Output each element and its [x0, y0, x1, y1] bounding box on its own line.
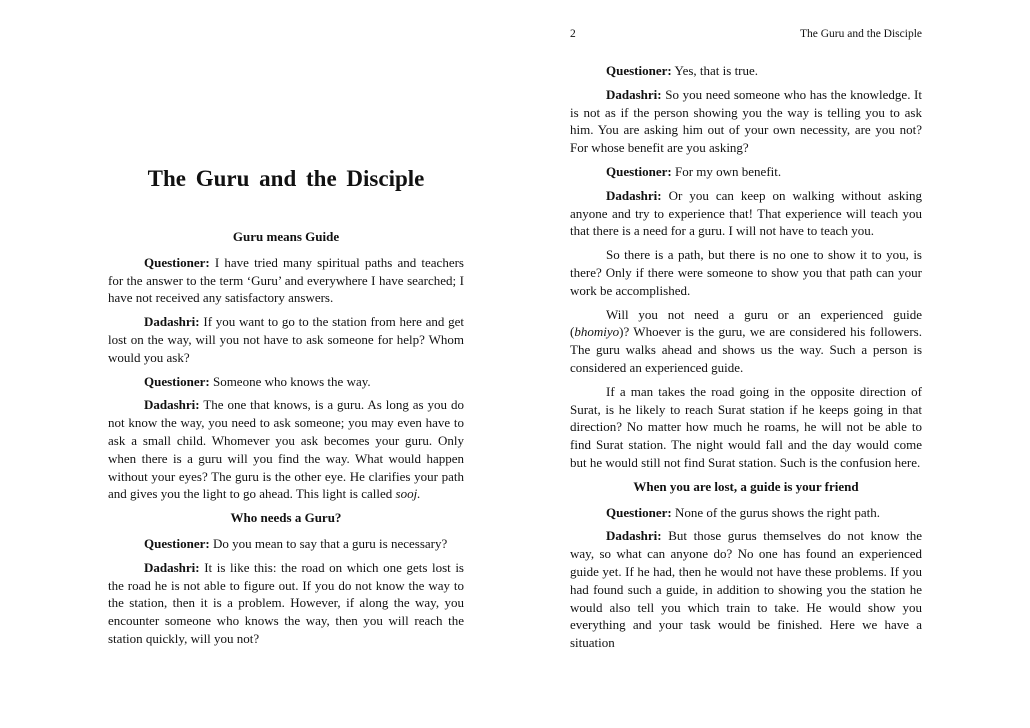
right-page-body [570, 62, 922, 658]
paragraph-text: If you want to go to the station from here and get lost on the way, will you not have to ask someone for help? Whom would you ask? [108, 314, 464, 365]
paragraph-text: The one that knows, is a guru. As long as you do not know the way, you need to ask someone; you may even have to ask a small child. Whomever you ask becomes your guru. Only when there is a guru will you find the way. What would happen without your eyes? The guru is the other eye. He clarifies your path and gives you the light to go ahead. This light is called [108, 397, 464, 502]
left-page-body [108, 228, 464, 654]
section-heading: When you are lost, a guide is your friend [633, 478, 859, 494]
paragraph [108, 396, 464, 503]
paragraph-text: )? Whoever is the guru, we are considered his followers. The guru walks ahead and shows us the way. Such a person is considered an experienced guide. [570, 324, 922, 375]
paragraph-text: But those gurus themselves do not know the way, so what can anyone do? No one has found an experienced guide yet. If he had, then he would not have these problems. If you had found such a guide, in addition to showing you the station he would also tell you which train to take. He would show you everything and your task would be finished. Here we have a situation [570, 528, 922, 651]
paragraph-text: Someone who knows the way. [209, 373, 371, 389]
section-heading: Who needs a Guru? [230, 510, 342, 526]
speaker-label: Dadashri: [144, 397, 200, 413]
section-heading: Guru means Guide [232, 229, 340, 244]
paragraph [108, 313, 464, 366]
paragraph [108, 254, 464, 307]
speaker-label: Questioner: [606, 504, 672, 520]
paragraph-text: Or you can keep on walking without asking anyone and try to experience that! That experience will teach you that there is a need for a guru. I will not have to teach you. [570, 187, 922, 239]
speaker-label: Dadashri: [606, 528, 662, 544]
paragraph-text: None of the gurus shows the right path. [671, 504, 881, 520]
paragraph: So there is a path, but there is no one to show it to you, is there? Only if there were someone to show you that path can your work be accomplished. [570, 247, 922, 298]
paragraph: If a man takes the road going in the opposite direction of Surat, is he likely to reach Surat station if he keeps going in that direction? No matter how much he roams, he will not be able to find Surat station. The night would fall and the day would come but he would still not find Surat station. Such is the confusion here. [570, 383, 922, 470]
paragraph-text: It is like this: the road on which one gets lost is the road he is not able to figure out. If you do not know the way to the station, then it is a problem. However, if along the way, you encounter someone who knows the way, then you will reach the station quickly, will you not? [108, 559, 464, 646]
italic-term: bhomiyo [574, 324, 620, 340]
speaker-label: Questioner: [144, 373, 210, 389]
chapter-title: The Guru and the Disciple [147, 166, 425, 191]
paragraph-text: So you need someone who has the knowledge. It is not as if the person showing you the way is telling you to ask him. You are asking him out of your own necessity, are you not? For whose benefit are you asking? [570, 86, 922, 156]
speaker-label: Dadashri: [144, 314, 200, 330]
running-header [570, 28, 922, 44]
paragraph-text: For my own benefit. [671, 163, 782, 179]
page-number: 2 [570, 28, 576, 40]
speaker-label: Dadashri: [606, 187, 662, 203]
paragraph [570, 62, 922, 80]
speaker-label: Dadashri: [144, 559, 200, 575]
italic-term: sooj. [395, 486, 421, 502]
running-title: The Guru and the Disciple [800, 28, 922, 40]
paragraph [570, 163, 922, 181]
paragraph-text: Do you mean to say that a guru is necessary? [209, 535, 448, 551]
paragraph [570, 527, 922, 652]
speaker-label: Questioner: [606, 63, 672, 78]
speaker-label: Questioner: [606, 163, 672, 179]
paragraph [108, 559, 464, 648]
paragraph [108, 373, 464, 391]
paragraph [570, 187, 922, 240]
speaker-label: Dadashri: [606, 86, 662, 102]
paragraph-text: Will you not need a guru or an experienced guide ( [570, 306, 922, 340]
paragraph [570, 306, 922, 377]
speaker-label: Questioner: [144, 254, 210, 270]
speaker-label: Questioner: [144, 535, 210, 551]
paragraph-text: I have tried many spiritual paths and teachers for the answer to the term ‘Guru’ and everywhere I have searched; I have not received any satisfactory answers. [108, 254, 464, 306]
paragraph [570, 504, 922, 522]
paragraph-text: Yes, that is true. [671, 63, 759, 78]
paragraph [570, 86, 922, 157]
paragraph [108, 535, 464, 553]
